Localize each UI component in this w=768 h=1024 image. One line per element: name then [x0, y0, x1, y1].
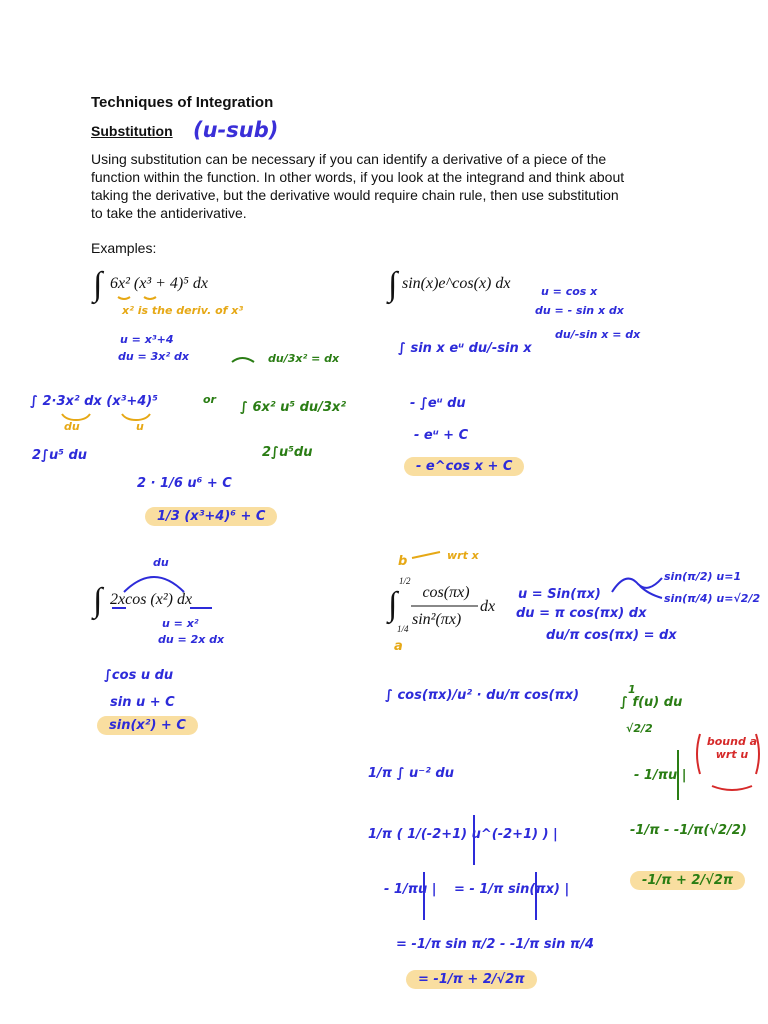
- ex1-answer: 1/3 (x³+4)⁶ + C: [145, 507, 277, 526]
- brace-mark: [712, 786, 752, 790]
- ex4-side-answer: -1/π + 2/√2π: [630, 871, 745, 890]
- ex4-denominator: sin²(πx): [412, 611, 462, 628]
- ex1-step-left: 2∫u⁵ du: [32, 448, 88, 463]
- paragraph-line: function within the function. In other words, if you look at the integrand and think about: [91, 169, 625, 185]
- ex1-du: du = 3x² dx: [118, 350, 189, 363]
- underline-mark: [118, 297, 130, 299]
- ex2-problem: sin(x)e^cos(x) dx: [402, 275, 511, 292]
- paragraph-line: taking the derivative, but the derivative would require chain rule, then use substitution: [91, 187, 619, 203]
- ex2-dx: du/-sin x = dx: [555, 328, 641, 341]
- ex4-dx: dx: [480, 598, 496, 615]
- arrow-mark: [412, 552, 440, 558]
- ex4-numerator: cos(πx): [422, 584, 470, 601]
- ex4-side-step2: -1/π - -1/π(√2/2): [630, 823, 747, 838]
- ex4-bound-bot: sin(π/4) u=√2/2: [664, 592, 761, 605]
- usub-note: (u-sub): [193, 118, 279, 142]
- ex1-brace-u: u: [136, 420, 144, 433]
- ex1-step3: 2 · 1/6 u⁶ + C: [137, 476, 232, 491]
- ex4-lower: 1/4: [397, 624, 409, 634]
- curl-mark: [612, 578, 662, 592]
- ex1-or: or: [203, 393, 216, 406]
- page-title: Techniques of Integration: [91, 94, 274, 111]
- ex3-u: u = x²: [162, 617, 199, 630]
- ex1-dx: du/3x² = dx: [268, 352, 340, 365]
- underline-mark: [144, 297, 156, 299]
- ex2-rewrite: ∫ sin x eᵘ du/-sin x: [398, 341, 532, 356]
- ex1-problem: 6x² (x³ + 4)⁵ dx: [110, 275, 208, 292]
- ex3-du: du = 2x dx: [158, 633, 225, 646]
- integral-sign: ∫: [388, 586, 398, 623]
- integral-sign: ∫: [93, 266, 103, 303]
- ex4-side-lower: √2/2: [626, 722, 653, 735]
- ex1-rewrite2: ∫ 6x² u⁵ du/3x²: [240, 400, 347, 415]
- section-heading: Substitution: [91, 123, 173, 139]
- paragraph-line: to take the antiderivative.: [91, 205, 247, 221]
- ex3-answer: sin(x²) + C: [97, 716, 198, 735]
- ex4-bound-a: a: [394, 639, 403, 654]
- ex2-step1: - ∫eᵘ du: [410, 396, 466, 411]
- paragraph-line: Using substitution can be necessary if you can identify a derivative of a piece of the: [91, 151, 607, 167]
- ex4-side-step1: - 1/πu |: [634, 768, 687, 783]
- ex4-answer: = -1/π + 2/√2π: [406, 970, 537, 989]
- ex4-upper: 1/2: [399, 576, 411, 586]
- integral-sign: ∫: [388, 266, 398, 303]
- ex2-step2: - eᵘ + C: [414, 428, 469, 443]
- ex1-u: u = x³+4: [120, 333, 174, 346]
- ex4-bound-note: bound a wrt u: [706, 735, 758, 761]
- curl-mark: [640, 586, 662, 598]
- ex1-step-right: 2∫u⁵du: [262, 445, 313, 460]
- ex4-u: u = Sin(πx): [518, 587, 601, 602]
- intro-paragraph: [91, 150, 691, 222]
- ex4-bound-b: b: [398, 554, 408, 569]
- arrow-mark: [232, 358, 254, 362]
- ex2-u: u = cos x: [541, 285, 598, 298]
- ex4-dx-def: du/π cos(πx) = dx: [546, 628, 677, 643]
- ex2-du: du = - sin x dx: [535, 304, 624, 317]
- arc-mark: [124, 577, 184, 592]
- ex4-bound-top: sin(π/2) u=1: [664, 570, 742, 583]
- ex4-step1: 1/π ∫ u⁻² du: [368, 766, 454, 781]
- ex4-step3b: = - 1/π sin(πx) |: [454, 882, 570, 897]
- examples-label: Examples:: [91, 240, 157, 256]
- ex4-du: du = π cos(πx) dx: [516, 606, 647, 621]
- ex4-side-integral: ∫ f(u) du: [620, 695, 683, 710]
- ex3-problem: 2xcos (x²) dx: [110, 591, 193, 608]
- ex4-step3a: - 1/πu |: [384, 882, 437, 897]
- ex4-rewrite: ∫ cos(πx)/u² · du/π cos(πx): [385, 688, 580, 703]
- ex4-wrt: wrt x: [447, 549, 479, 562]
- ex1-note: x² is the deriv. of x³: [122, 304, 244, 317]
- ex3-step1: ∫cos u du: [104, 668, 174, 683]
- ex4-step4: = -1/π sin π/2 - -1/π sin π/4: [396, 937, 594, 952]
- ex1-rewrite1: ∫ 2·3x² dx (x³+4)⁵: [30, 394, 158, 409]
- ex1-brace-du: du: [64, 420, 80, 433]
- ex4-side-upper: 1: [628, 683, 636, 696]
- ex3-arc-label: du: [153, 556, 169, 569]
- integral-sign: ∫: [93, 582, 103, 619]
- ex3-step2: sin u + C: [110, 695, 175, 710]
- ex2-answer: - e^cos x + C: [404, 457, 524, 476]
- ex4-step2: 1/π ( 1/(-2+1) u^(-2+1) ) |: [368, 827, 558, 842]
